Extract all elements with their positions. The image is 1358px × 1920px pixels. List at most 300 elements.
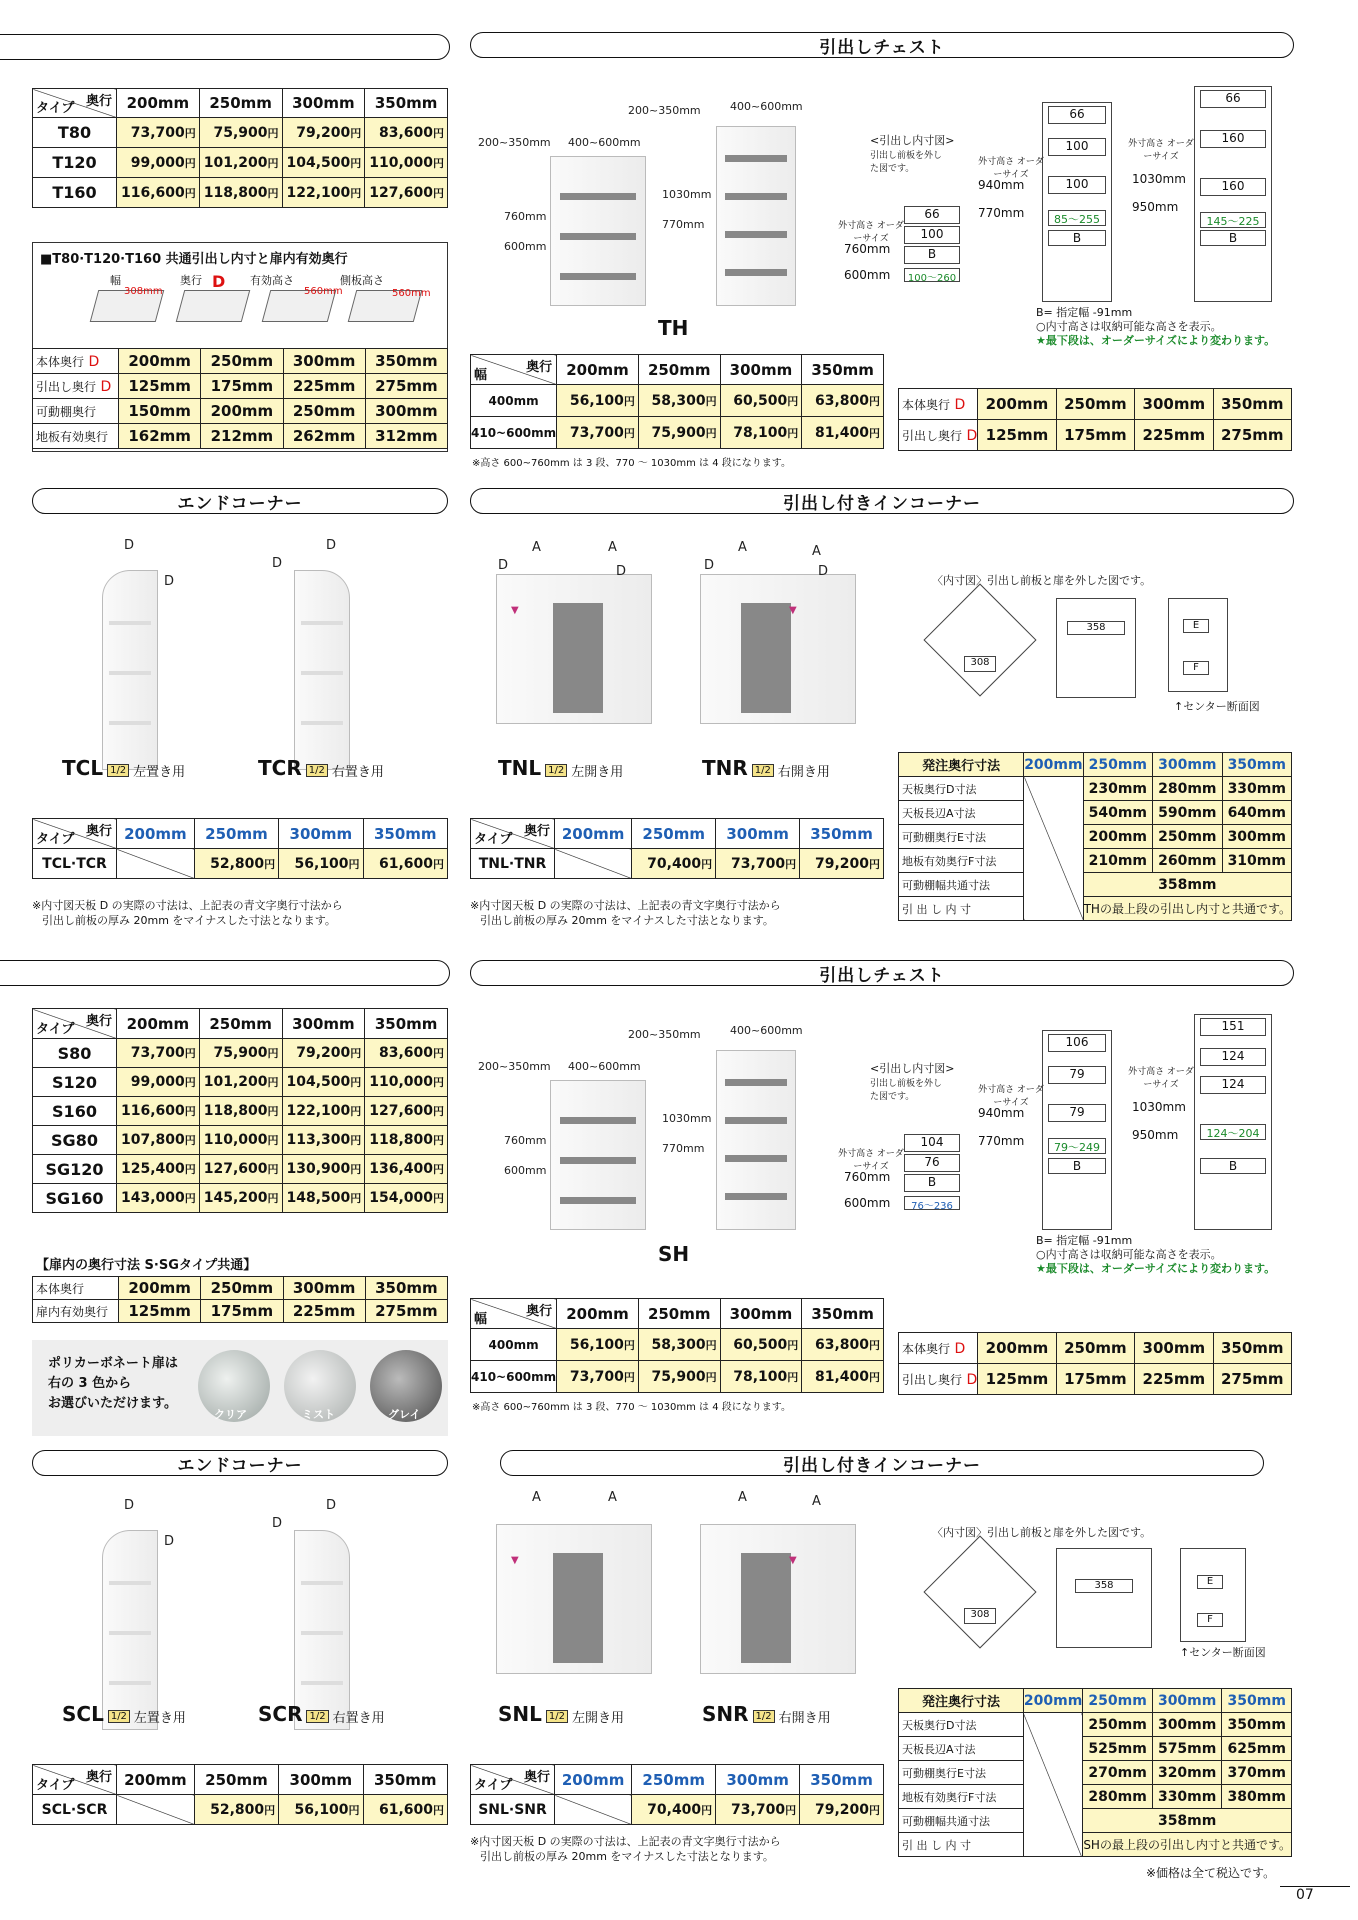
row-label: 可動棚奥行E寸法 xyxy=(899,825,1024,849)
chest-tall-illustration xyxy=(716,126,796,306)
price-cell: 122,100円 xyxy=(282,1097,365,1126)
inner-fig-title: <引出し内寸図> xyxy=(870,1062,955,1075)
price-table-sc xyxy=(32,1764,448,1825)
polycarbonate-text: ポリカーボネート扉は 右の 3 色から お選びいただけます。 xyxy=(48,1356,178,1411)
table-row xyxy=(471,417,884,449)
empty-cell xyxy=(117,849,195,879)
dim-label: 1030mm xyxy=(662,188,712,201)
row-label: T120 xyxy=(33,148,117,178)
price-cell: 118,800円 xyxy=(365,1126,448,1155)
value-cell: 300mm xyxy=(1135,1333,1213,1364)
value-cell: 370mm xyxy=(1222,1761,1292,1785)
dim-d: D xyxy=(616,564,627,579)
spec-head: 発注奥行寸法 xyxy=(899,753,1024,777)
price-cell: 56,100円 xyxy=(279,1795,363,1825)
yen-unit: 円 xyxy=(869,426,880,440)
price-cell: 125,400円 xyxy=(117,1155,200,1184)
drawer-box: 160 xyxy=(1200,178,1266,196)
dim-308: 308mm xyxy=(124,286,163,297)
price-cell: 127,600円 xyxy=(365,1097,448,1126)
price-cell: 73,700円 xyxy=(117,118,200,148)
col-header: 300mm xyxy=(720,355,802,385)
yen-unit: 円 xyxy=(350,186,362,200)
dim-label: 600mm xyxy=(504,1164,547,1177)
section-title-in-corner: 引出し付きインコーナー xyxy=(470,488,1294,514)
in-corner-figures-s xyxy=(476,1480,876,1710)
row-label: SCL·SCR xyxy=(33,1795,117,1825)
dim-d: D xyxy=(272,1516,283,1531)
drawer-box: 79 xyxy=(1048,1066,1106,1084)
row-label: 可動棚幅共通寸法 xyxy=(899,1809,1024,1833)
col-header: 350mm xyxy=(800,819,884,849)
note-tc: ※内寸図天板 D の実際の寸法は、上記表の青文字奥行寸法から 引出し前板の厚み 20mm をマイナスした寸法となります。 xyxy=(32,899,343,927)
dim-d: D xyxy=(124,538,135,553)
drawer-box: B xyxy=(1048,230,1106,246)
dim-label: 1030mm xyxy=(662,1112,712,1125)
value-cell: 350mm xyxy=(365,349,447,374)
label-width: 幅 xyxy=(110,274,121,287)
yen-unit: 円 xyxy=(623,1370,635,1384)
value-cell: 350mm xyxy=(1213,389,1291,420)
row-label: SG80 xyxy=(33,1126,117,1155)
price-cell: 56,100円 xyxy=(279,849,363,879)
table-row xyxy=(471,385,884,417)
drawer-box: B xyxy=(904,1174,960,1192)
section-title-end-corner: エンドコーナー xyxy=(32,488,448,514)
value-cell: 200mm xyxy=(119,1277,201,1300)
value-cell: 275mm xyxy=(1213,1364,1291,1395)
dim-d: D xyxy=(326,1498,337,1513)
row-label: SNL·SNR xyxy=(471,1795,555,1825)
price-cell: 56,100円 xyxy=(557,1329,639,1361)
yen-unit: 円 xyxy=(350,1076,362,1089)
yen-unit: 円 xyxy=(433,1105,444,1118)
price-cell: 58,300円 xyxy=(638,385,720,417)
empty-cell xyxy=(1024,777,1083,921)
yen-unit: 円 xyxy=(701,1803,713,1817)
drawer-box: 79 xyxy=(1048,1104,1106,1122)
inner-fig-caption: 〈内寸図〉引出し前板と扉を外した図です。 xyxy=(932,574,1152,587)
row-label: 引出し奥行 D xyxy=(899,1364,978,1395)
price-cell: 136,400円 xyxy=(365,1155,448,1184)
col-header: 250mm xyxy=(632,1765,716,1795)
yen-unit: 円 xyxy=(267,1192,279,1205)
dim-d: D xyxy=(212,272,226,291)
table-row xyxy=(33,424,448,449)
table-header-row xyxy=(899,1689,1292,1713)
value-cell: 300mm xyxy=(1222,825,1291,849)
chest-name-th: TH xyxy=(658,316,689,340)
corner-cell: 奥行 タイプ xyxy=(471,819,555,849)
yen-unit: 円 xyxy=(350,126,362,140)
yen-unit: 円 xyxy=(184,1134,196,1147)
end-corner-scl-illustration xyxy=(102,1530,158,1730)
value-cell: 225mm xyxy=(283,374,365,399)
drawer-box: 151 xyxy=(1200,1018,1266,1036)
value-cell: 250mm xyxy=(283,399,365,424)
dim-a: A xyxy=(608,540,617,555)
row-label: S80 xyxy=(33,1039,117,1068)
table-row xyxy=(899,1333,1292,1364)
yen-unit: 円 xyxy=(869,857,880,871)
yen-unit: 円 xyxy=(433,1134,444,1147)
yen-unit: 円 xyxy=(184,1047,196,1060)
note-tn: ※内寸図天板 D の実際の寸法は、上記表の青文字奥行寸法から 引出し前板の厚み 20mm をマイナスした寸法となります。 xyxy=(470,899,781,927)
value-cell: 225mm xyxy=(1135,420,1213,451)
yen-unit: 円 xyxy=(184,1105,196,1118)
price-cell: 143,000円 xyxy=(117,1184,200,1213)
dim-a: A xyxy=(812,544,821,559)
value-cell: 350mm xyxy=(365,1277,447,1300)
value-cell: 330mm xyxy=(1152,1785,1222,1809)
dim-label: 400~600mm xyxy=(568,1060,641,1073)
row-label: 本体奥行 D xyxy=(33,349,119,374)
yen-unit: 円 xyxy=(267,186,279,200)
color-swatch-clear: クリア xyxy=(198,1350,270,1422)
col-header: 250mm xyxy=(638,1299,720,1329)
col-header: 200mm xyxy=(117,1009,200,1039)
drawer-box: 124 xyxy=(1200,1076,1266,1094)
col-header: 250mm xyxy=(1083,1689,1153,1713)
table-row xyxy=(471,1795,884,1825)
row-label: 引 出 し 内 寸 xyxy=(899,897,1024,921)
table-row xyxy=(899,1761,1292,1785)
table-row xyxy=(33,1300,448,1323)
price-cell: 83,600円 xyxy=(365,1039,448,1068)
col-header: 300mm xyxy=(716,1765,800,1795)
price-cell: 63,800円 xyxy=(802,385,884,417)
value-cell: 212mm xyxy=(201,424,283,449)
price-cell: 60,500円 xyxy=(720,1329,802,1361)
yen-unit: 円 xyxy=(623,394,635,408)
d-mark: D xyxy=(962,1371,978,1388)
yen-unit: 円 xyxy=(184,1163,196,1176)
col-header: 300mm xyxy=(282,89,365,118)
center-section-diagram: E F xyxy=(1168,598,1228,692)
dim-d: D xyxy=(272,556,283,571)
yen-unit: 円 xyxy=(701,857,713,871)
center-section-caption: ↑センター断面図 xyxy=(1180,1646,1266,1659)
table-row xyxy=(899,1833,1292,1857)
table-row xyxy=(899,389,1292,420)
empty-cell xyxy=(1023,1713,1082,1857)
corner-cell: 奥行 幅 xyxy=(471,1299,557,1329)
row-label: SG160 xyxy=(33,1184,117,1213)
row-label: 天板奥行D寸法 xyxy=(899,1713,1024,1737)
fig-label: 外寸高さ オーダーサイズ xyxy=(978,1085,1044,1108)
dim-560a: 560mm xyxy=(304,286,343,297)
dim-d: D xyxy=(164,1534,175,1549)
in-corner-snl-illustration: ▼ xyxy=(496,1524,652,1674)
price-cell: 104,500円 xyxy=(282,148,365,178)
cabinet-outline xyxy=(1042,1030,1112,1230)
price-cell: 73,700円 xyxy=(117,1039,200,1068)
value-cell: 625mm xyxy=(1222,1737,1292,1761)
table-row xyxy=(899,1364,1292,1395)
table-row xyxy=(899,1713,1292,1737)
value-cell: 250mm xyxy=(1153,825,1222,849)
yen-unit: 円 xyxy=(785,857,797,871)
dim-a: A xyxy=(532,540,541,555)
col-header: 350mm xyxy=(365,1009,448,1039)
price-cell: 113,300円 xyxy=(282,1126,365,1155)
span-cell: THの最上段の引出し内寸と共通です。 xyxy=(1083,897,1291,921)
door-depth-title: 【扉内の奥行寸法 S·SGタイプ共通】 xyxy=(36,1258,257,1273)
col-header: 300mm xyxy=(716,819,800,849)
drawer-box: 66 xyxy=(1048,106,1106,124)
item-scl: SCL 1/2 左置き用 xyxy=(62,1702,186,1726)
price-cell: 70,400円 xyxy=(632,1795,716,1825)
width-price-table-sh xyxy=(470,1298,884,1393)
price-cell: 75,900円 xyxy=(199,118,282,148)
half-badge: 1/2 xyxy=(306,764,328,777)
yen-unit: 円 xyxy=(350,1163,362,1176)
chest-th-figure xyxy=(476,100,896,340)
end-corner-tcl-illustration xyxy=(102,570,158,770)
in-corner-top-diagram: 308 xyxy=(920,594,1040,694)
fig-range: 950mm xyxy=(1132,200,1179,214)
row-label: 本体奥行 D xyxy=(899,389,978,420)
yen-unit: 円 xyxy=(350,1134,362,1147)
row-label: 410~600mm xyxy=(471,1361,557,1393)
section-bar-left xyxy=(0,34,450,60)
dim-d: D xyxy=(164,574,175,589)
drawer-box: 100 xyxy=(1048,176,1106,194)
in-corner-front-diagram: 358 xyxy=(1056,598,1136,698)
dim-d: D xyxy=(818,564,829,579)
drawer-box: B xyxy=(1200,1158,1266,1174)
inner-fig-title: <引出し内寸図> xyxy=(870,134,955,147)
item-tnr: TNR 1/2 右開き用 xyxy=(702,756,830,780)
price-cell: 79,200円 xyxy=(800,849,884,879)
value-cell: 280mm xyxy=(1153,777,1222,801)
price-cell: 73,700円 xyxy=(716,849,800,879)
table-row xyxy=(33,148,448,178)
price-cell: 78,100円 xyxy=(720,417,802,449)
value-cell: 300mm xyxy=(283,1277,365,1300)
span-cell: 358mm xyxy=(1083,873,1291,897)
col-header: 250mm xyxy=(199,1009,282,1039)
price-cell: 75,900円 xyxy=(638,417,720,449)
drawer-box: 66 xyxy=(1200,90,1266,108)
inner-dim-title: ■T80·T120·T160 共通引出し内寸と扉内有効奥行 xyxy=(40,252,348,267)
width-price-table-th xyxy=(470,354,884,449)
row-label: T80 xyxy=(33,118,117,148)
price-cell: 116,600円 xyxy=(117,178,200,208)
price-cell: 79,200円 xyxy=(282,118,365,148)
row-label: 可動棚奥行E寸法 xyxy=(899,1761,1024,1785)
fig-note: B= 指定幅 -91mm xyxy=(1036,306,1133,319)
value-cell: 525mm xyxy=(1083,1737,1153,1761)
row-label: 扉内有効奥行 xyxy=(33,1300,119,1323)
center-section-caption: ↑センター断面図 xyxy=(1174,700,1260,713)
value-cell: 210mm xyxy=(1083,849,1152,873)
price-cell: 52,800円 xyxy=(194,1795,278,1825)
dim-a: A xyxy=(738,1490,747,1505)
price-table-tn xyxy=(470,818,884,879)
price-cell: 73,700円 xyxy=(557,417,639,449)
yen-unit: 円 xyxy=(184,186,196,200)
dim-label: 600mm xyxy=(504,240,547,253)
row-label: 400mm xyxy=(471,385,557,417)
price-table-t xyxy=(32,88,448,208)
yen-unit: 円 xyxy=(787,394,799,408)
price-cell: 81,400円 xyxy=(802,417,884,449)
polycarbonate-panel xyxy=(32,1340,448,1436)
col-header: 350mm xyxy=(802,1299,884,1329)
table-row xyxy=(33,1155,448,1184)
value-cell: 125mm xyxy=(119,374,201,399)
col-header: 250mm xyxy=(632,819,716,849)
yen-unit: 円 xyxy=(184,1076,196,1089)
table-row xyxy=(899,1737,1292,1761)
color-swatch-gray: グレイ xyxy=(370,1350,442,1422)
value-cell: 125mm xyxy=(978,420,1056,451)
spec-head: 発注奥行寸法 xyxy=(899,1689,1024,1713)
price-cell: 73,700円 xyxy=(716,1795,800,1825)
row-label: 400mm xyxy=(471,1329,557,1361)
price-cell: 118,800円 xyxy=(199,178,282,208)
value-cell: 175mm xyxy=(1056,420,1134,451)
table-header-row xyxy=(471,1765,884,1795)
dim-a: A xyxy=(738,540,747,555)
fig-range: 770mm xyxy=(978,206,1025,220)
col-header: 350mm xyxy=(365,89,448,118)
value-cell: 280mm xyxy=(1083,1785,1153,1809)
dim-a: A xyxy=(532,1490,541,1505)
dim-label: 400~600mm xyxy=(730,100,803,113)
value-cell: 250mm xyxy=(201,349,283,374)
value-cell: 250mm xyxy=(201,1277,283,1300)
yen-unit: 円 xyxy=(869,1338,880,1352)
yen-unit: 円 xyxy=(869,394,880,408)
value-cell: 125mm xyxy=(119,1300,201,1323)
value-cell: 262mm xyxy=(283,424,365,449)
price-cell: 130,900円 xyxy=(282,1155,365,1184)
price-cell: 75,900円 xyxy=(199,1039,282,1068)
col-header: 250mm xyxy=(194,819,278,849)
price-cell: 110,000円 xyxy=(365,1068,448,1097)
in-corner-tnr-illustration: ▼ xyxy=(700,574,856,724)
yen-unit: 円 xyxy=(267,1134,279,1147)
yen-unit: 円 xyxy=(623,1338,635,1352)
section-title-in-corner-s: 引出し付きインコーナー xyxy=(500,1450,1264,1476)
inner-fig-desc: 引出し前板を外した図です。 xyxy=(870,1079,943,1102)
price-cell: 154,000円 xyxy=(365,1184,448,1213)
row-label: 地板有効奥行F寸法 xyxy=(899,849,1024,873)
section-title-chest-th: 引出しチェスト xyxy=(470,32,1294,58)
table-row xyxy=(33,118,448,148)
yen-unit: 円 xyxy=(433,1192,444,1205)
half-badge: 1/2 xyxy=(753,1710,775,1723)
in-corner-tnl-illustration: ▼ xyxy=(496,574,652,724)
col-header: 350mm xyxy=(363,1765,447,1795)
yen-unit: 円 xyxy=(184,1192,196,1205)
yen-unit: 円 xyxy=(787,1370,799,1384)
half-badge: 1/2 xyxy=(546,1710,568,1723)
yen-unit: 円 xyxy=(433,156,444,170)
yen-unit: 円 xyxy=(787,426,799,440)
price-cell: 78,100円 xyxy=(720,1361,802,1393)
price-cell: 107,800円 xyxy=(117,1126,200,1155)
row-label: 可動棚奥行 xyxy=(33,399,119,424)
yen-unit: 円 xyxy=(869,1370,880,1384)
value-cell: 300mm xyxy=(1152,1713,1222,1737)
price-cell: 58,300円 xyxy=(638,1329,720,1361)
drawer-range: 124～204 xyxy=(1200,1124,1266,1140)
table-row xyxy=(899,777,1292,801)
dim-a: A xyxy=(812,1494,821,1509)
depth-table-sh xyxy=(898,1332,1292,1395)
col-header: 200mm xyxy=(1023,1689,1082,1713)
yen-unit: 円 xyxy=(785,1803,797,1817)
table-header-row xyxy=(33,819,448,849)
drawer-box: 160 xyxy=(1200,130,1266,148)
yen-unit: 円 xyxy=(433,1076,444,1089)
fig-range: 1030mm xyxy=(1132,172,1186,186)
d-mark: D xyxy=(84,353,100,370)
in-corner-front-diagram: 358 xyxy=(1056,1548,1152,1648)
section-title-end-corner-s: エンドコーナー xyxy=(32,1450,448,1476)
span-cell: 358mm xyxy=(1083,1809,1292,1833)
value-cell: 200mm xyxy=(1083,825,1152,849)
table-row xyxy=(899,873,1292,897)
price-cell: 145,200円 xyxy=(199,1184,282,1213)
price-cell: 60,500円 xyxy=(720,385,802,417)
dim-label: 400~600mm xyxy=(730,1024,803,1037)
end-corner-scr-illustration xyxy=(294,1530,350,1730)
dim-label: 770mm xyxy=(662,1142,705,1155)
value-cell: 175mm xyxy=(1056,1364,1134,1395)
item-snl: SNL 1/2 左開き用 xyxy=(498,1702,624,1726)
dim-label: 760mm xyxy=(504,1134,547,1147)
value-cell: 260mm xyxy=(1153,849,1222,873)
dim-label: 200~350mm xyxy=(478,136,551,149)
col-header: 350mm xyxy=(800,1765,884,1795)
spec-table-tn xyxy=(898,752,1292,921)
half-badge: 1/2 xyxy=(108,1710,130,1723)
door-depth-table xyxy=(32,1276,448,1323)
dim-label: 760mm xyxy=(504,210,547,223)
fig-range: 760mm xyxy=(844,242,891,256)
price-cell: 101,200円 xyxy=(199,148,282,178)
row-label: SG120 xyxy=(33,1155,117,1184)
yen-unit: 円 xyxy=(264,857,276,871)
col-header: 350mm xyxy=(1222,753,1291,777)
in-corner-snr-illustration: ▼ xyxy=(700,1524,856,1674)
end-corner-tcr-illustration xyxy=(294,570,350,770)
chest-tall-illustration xyxy=(716,1050,796,1230)
table-header-row xyxy=(33,1765,448,1795)
price-cell: 70,400円 xyxy=(632,849,716,879)
table-row xyxy=(33,1097,448,1126)
value-cell: 300mm xyxy=(365,399,447,424)
value-cell: 175mm xyxy=(201,1300,283,1323)
cabinet-outline xyxy=(1042,102,1112,302)
price-table-sn xyxy=(470,1764,884,1825)
row-label: 可動棚幅共通寸法 xyxy=(899,873,1024,897)
col-header: 300mm xyxy=(279,1765,363,1795)
span-cell: SHの最上段の引出し内寸と共通です。 xyxy=(1083,1833,1292,1857)
yen-unit: 円 xyxy=(267,156,279,170)
item-tcl: TCL 1/2 左置き用 xyxy=(62,756,186,780)
col-header: 250mm xyxy=(194,1765,278,1795)
yen-unit: 円 xyxy=(184,126,196,140)
value-cell: 575mm xyxy=(1152,1737,1222,1761)
table-row xyxy=(33,374,448,399)
dim-label: 770mm xyxy=(662,218,705,231)
value-cell: 330mm xyxy=(1222,777,1291,801)
